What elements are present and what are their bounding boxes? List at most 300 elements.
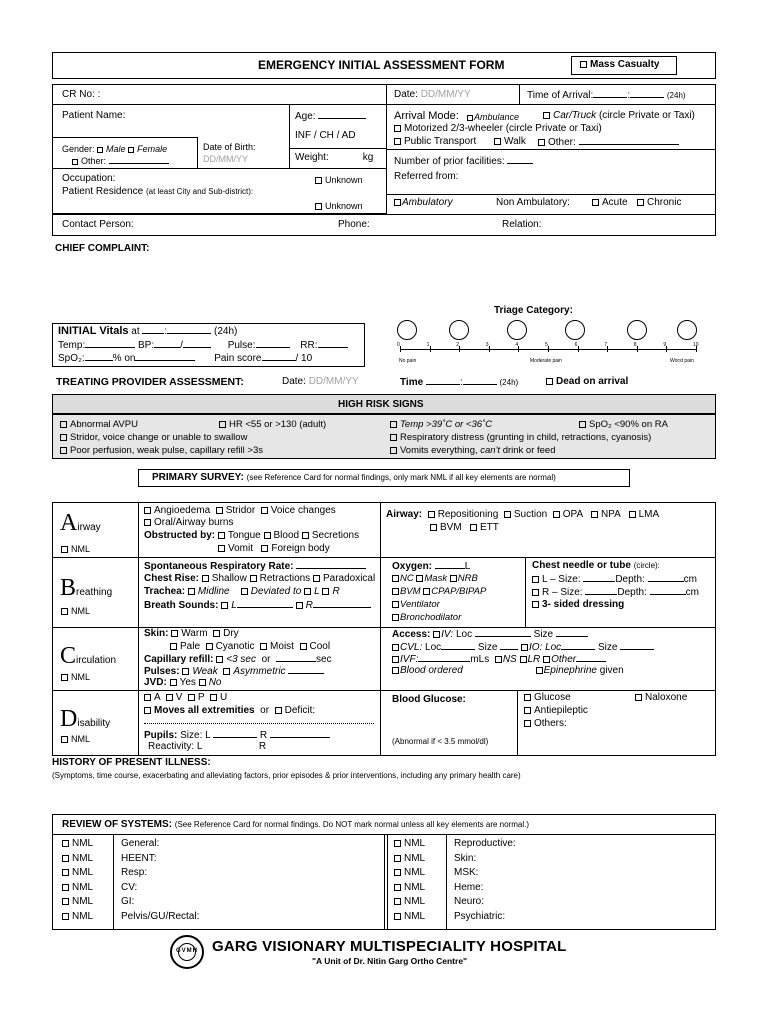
airway-row-1[interactable] xyxy=(144,505,336,517)
weight-field[interactable] xyxy=(295,152,373,164)
date-placeholder: DD/MM/YY xyxy=(420,89,471,100)
obstructed-label: Obstructed by: xyxy=(144,530,216,541)
male-label: Male xyxy=(106,144,126,154)
option-label: IV: xyxy=(441,629,454,640)
mass-casualty-label: Mass Casualty xyxy=(590,59,660,70)
checkbox-icon[interactable] xyxy=(394,913,401,920)
option-label: L xyxy=(314,586,320,597)
option-label: L xyxy=(231,600,237,611)
r-label: R xyxy=(258,741,267,752)
residence-label xyxy=(62,186,253,198)
risk-label: SpO₂ <90% on RA xyxy=(589,419,668,430)
airway-rest: irway xyxy=(77,522,101,533)
unknown-label: Unknown xyxy=(325,175,363,185)
gender-other-field[interactable] xyxy=(72,155,169,167)
option-label: Vomit xyxy=(228,543,254,554)
contact-person-label: Contact Person: xyxy=(62,219,134,230)
nml-label: NML xyxy=(404,896,426,907)
moves-row[interactable] xyxy=(144,705,315,717)
female-label: Female xyxy=(137,144,168,154)
pain-scale[interactable] xyxy=(395,318,707,370)
provider-date-field[interactable] xyxy=(282,376,359,388)
face-icon[interactable] xyxy=(507,320,527,340)
option-label: Other xyxy=(551,654,577,665)
checkbox-icon[interactable] xyxy=(394,840,401,847)
pain-scale-number: 8 xyxy=(633,342,637,348)
motorized-option[interactable] xyxy=(394,123,602,135)
treating-provider-label: TREATING PROVIDER ASSESSMENT: xyxy=(56,376,244,388)
option-label: Shallow xyxy=(211,573,247,584)
option-label: Weak xyxy=(192,666,218,677)
ros-nml-option[interactable] xyxy=(62,911,93,923)
option-label: Angioedema xyxy=(154,505,211,516)
other-mode-option[interactable] xyxy=(538,136,679,149)
worst-pain-label: Worst pain xyxy=(670,358,694,364)
option-label: CPAP/BIPAP xyxy=(431,586,487,597)
gender-label: Gender: xyxy=(62,144,95,154)
ros-system-label: Heme: xyxy=(454,881,484,893)
dead-on-arrival-label: Dead on arrival xyxy=(556,376,629,387)
airway-row-4[interactable] xyxy=(218,543,330,555)
size-label: Size xyxy=(533,629,554,640)
option-label: Bronchodilator xyxy=(400,612,462,623)
risk-perfusion[interactable] xyxy=(60,445,263,457)
pain-scale-tick xyxy=(548,346,549,352)
hospital-name: GARG VISIONARY MULTISPECIALITY HOSPITAL xyxy=(212,938,567,955)
pain-scale-number: 5 xyxy=(545,342,548,348)
oxygen-row-2[interactable] xyxy=(392,586,486,598)
pain-scale-number: 3 xyxy=(485,342,489,348)
other-mode-label: Other: xyxy=(548,137,576,148)
checkbox-icon[interactable] xyxy=(394,884,401,891)
unknown-residence-option[interactable] xyxy=(315,200,363,212)
checkbox-icon[interactable] xyxy=(62,884,69,891)
airway-row-2[interactable] xyxy=(144,517,233,529)
ambulance-option[interactable] xyxy=(467,111,519,123)
option-label: <3 sec xyxy=(226,654,256,665)
chest-needle-right[interactable] xyxy=(532,586,699,599)
date-field[interactable] xyxy=(394,89,471,101)
reactivity-label: Reactivity: L xyxy=(148,741,203,752)
prior-facilities-label: Number of prior facilities: xyxy=(394,156,505,167)
size-label: R – Size: xyxy=(542,587,583,598)
ros-system-label: Reproductive: xyxy=(454,838,516,849)
occupation-label: Occupation: xyxy=(62,173,116,184)
trachea-label: Trachea: xyxy=(144,586,186,597)
trachea-row[interactable] xyxy=(144,586,340,598)
breathing-nml-option[interactable] xyxy=(61,605,90,617)
option-label: Pale xyxy=(180,641,201,652)
ros-system-label: Psychiatric: xyxy=(454,910,506,922)
ros-system-label: GI: xyxy=(121,896,135,907)
option-label: Foreign body xyxy=(271,543,330,554)
pain-score-label: Pain score xyxy=(214,353,262,364)
option-label: OPA xyxy=(562,509,583,520)
chest-needle-left[interactable] xyxy=(532,573,697,586)
h24-label: (24h) xyxy=(213,326,238,337)
patient-name-label: Patient Name: xyxy=(62,110,126,121)
pain-scale-number: 1 xyxy=(426,342,430,348)
non-ambulatory-label: Non Ambulatory: xyxy=(496,197,570,208)
option-label: Cyanotic xyxy=(215,641,255,652)
antiepileptic-option[interactable] xyxy=(524,705,588,717)
pain-scale-tick xyxy=(578,346,579,352)
kg-label: kg xyxy=(362,152,374,163)
avpu-row[interactable] xyxy=(144,692,227,704)
h24-label: (24h) xyxy=(666,91,686,100)
arrival-mode-label: Arrival Mode: xyxy=(394,110,459,122)
risk-hr[interactable] xyxy=(219,419,326,431)
ros-nml-option[interactable] xyxy=(394,896,425,908)
relation-label: Relation: xyxy=(502,219,542,230)
male-checkbox[interactable] xyxy=(97,147,103,153)
loc-label: Loc xyxy=(545,642,562,653)
other-label: Other: xyxy=(81,156,107,166)
pain-scale-number: 2 xyxy=(456,342,459,348)
pain-scale-number: 0 xyxy=(397,342,400,348)
acute-option[interactable] xyxy=(592,197,628,209)
mass-casualty-checkbox[interactable] xyxy=(580,59,659,71)
car-truck-label: Car/Truck xyxy=(553,110,597,121)
option-label: 3- sided dressing xyxy=(542,599,625,610)
nml-label: NML xyxy=(404,838,426,849)
nml-label: NML xyxy=(72,896,94,907)
option-label: LMA xyxy=(638,509,660,520)
ros-title-row xyxy=(62,819,529,831)
option-label: Stridor xyxy=(225,505,256,516)
history-note: (Symptoms, time course, exacerbating and alleviating factors, prior episodes & prior interventions, including any primary health care) xyxy=(52,771,521,780)
disability-nml-option[interactable] xyxy=(61,733,90,745)
oxygen-row-3[interactable] xyxy=(392,599,440,611)
option-label: Oral/Airway burns xyxy=(154,517,234,528)
circulation-letter: C xyxy=(60,643,77,669)
h24-label: (24h) xyxy=(499,378,519,387)
pain-scale-tick xyxy=(489,346,490,352)
checkbox-icon[interactable] xyxy=(580,61,587,68)
nml-label: NML xyxy=(72,910,94,922)
chest-rise-row[interactable] xyxy=(144,573,375,585)
depth-label: Depth: xyxy=(617,587,647,598)
pupils-label: Pupils: xyxy=(144,730,178,741)
gender-field[interactable] xyxy=(62,143,167,155)
pain-scale-tick xyxy=(637,346,638,352)
form-title: EMERGENCY INITIAL ASSESSMENT FORM xyxy=(258,58,505,72)
oxygen-row-1[interactable] xyxy=(392,573,478,585)
cm-label: cm xyxy=(685,587,699,598)
option-label: IVF: xyxy=(400,654,419,665)
history-title: HISTORY OF PRESENT ILLNESS: xyxy=(52,757,211,768)
nml-label: NML xyxy=(71,672,91,682)
risk-label: Stridor, voice change or unable to swallow xyxy=(70,432,248,443)
option-label: Moist xyxy=(270,641,294,652)
nml-label: NML xyxy=(71,544,91,554)
public-transport-option[interactable] xyxy=(394,136,476,148)
size-label: Size xyxy=(597,642,618,653)
checkbox-icon[interactable] xyxy=(62,855,69,862)
risk-label: Temp >39˚C or <36˚C xyxy=(400,419,493,430)
size-label: Size xyxy=(477,642,498,653)
risk-spo2[interactable] xyxy=(579,419,668,431)
airway-intervention-label: Airway: xyxy=(386,509,423,520)
ros-system-label: Pelvis/GU/Rectal: xyxy=(121,910,200,922)
airway-row-3[interactable] xyxy=(144,530,359,542)
option-label: LR xyxy=(527,654,541,665)
option-label: NS xyxy=(502,654,517,665)
option-label: Cool xyxy=(309,641,331,652)
given-label: given xyxy=(599,665,624,676)
liter-label: L xyxy=(464,561,471,572)
checkbox-icon[interactable] xyxy=(394,855,401,862)
acute-label: Acute xyxy=(602,197,628,208)
airway-interventions-2[interactable] xyxy=(430,522,499,534)
jvd-row[interactable] xyxy=(144,677,221,689)
checkbox-icon[interactable] xyxy=(394,869,401,876)
option-label: Asymmetric xyxy=(233,666,286,677)
phone-label: Phone: xyxy=(338,219,370,230)
airway-nml-option[interactable] xyxy=(61,543,90,555)
option-label: NC xyxy=(400,573,414,584)
ros-system-label: General: xyxy=(121,838,160,849)
airway-label xyxy=(60,510,101,536)
ros-system-label: HEENT: xyxy=(121,852,157,864)
r-label: R xyxy=(259,730,268,741)
logo-letters: GVMH xyxy=(176,948,198,954)
car-truck-option[interactable] xyxy=(543,110,695,122)
other-checkbox[interactable] xyxy=(72,159,78,165)
option-label: Mask xyxy=(424,573,448,584)
cap-refill-label: Capillary refill: xyxy=(144,654,214,665)
spo2-label: SpO₂: xyxy=(58,353,85,364)
bp-label: BP: xyxy=(138,340,155,351)
option-label: R xyxy=(332,586,340,597)
risk-resp-distress[interactable] xyxy=(390,432,651,444)
loc-label: Loc xyxy=(425,642,442,653)
oxygen-row-4[interactable] xyxy=(392,612,461,624)
option-label: Blood ordered xyxy=(400,665,463,676)
cr-no-label: CR No: : xyxy=(62,89,101,100)
car-truck-note: (circle Private or Taxi) xyxy=(598,110,695,121)
option-label: Secretions xyxy=(311,530,360,541)
age-field[interactable] xyxy=(295,110,366,123)
option-label: P xyxy=(197,692,205,703)
circulation-nml-option[interactable] xyxy=(61,671,90,683)
option-label: NPA xyxy=(600,509,621,520)
ros-title: REVIEW OF SYSTEMS: xyxy=(62,819,173,830)
option-label: Glucose xyxy=(534,692,571,703)
ros-nml-option[interactable] xyxy=(62,867,93,879)
others-option[interactable] xyxy=(524,718,567,730)
nml-label: NML xyxy=(72,838,94,849)
pain-scale-number: 10 xyxy=(693,342,699,348)
option-label: Antiepileptic xyxy=(534,705,588,716)
checkbox-icon[interactable] xyxy=(394,898,401,905)
option-label: NRB xyxy=(457,573,478,584)
ros-nml-option[interactable] xyxy=(62,896,93,908)
nml-label: NML xyxy=(72,881,94,893)
unknown-occupation-option[interactable] xyxy=(315,174,363,186)
naloxone-option[interactable] xyxy=(635,692,687,704)
option-label: Yes xyxy=(179,677,196,688)
option-label: Tongue xyxy=(227,530,261,541)
risk-vomits[interactable] xyxy=(390,445,556,457)
cm-label: cm xyxy=(683,574,697,585)
ros-system-label: MSK: xyxy=(454,867,479,878)
ros-system-label: Neuro: xyxy=(454,896,485,907)
risk-label: HR <55 or >130 (adult) xyxy=(229,419,327,430)
pain-scale-tick xyxy=(430,346,431,352)
ambulatory-label: Ambulatory xyxy=(402,197,453,208)
at-label: at xyxy=(131,326,140,337)
skin-label: Skin: xyxy=(144,628,169,639)
skin-row-1[interactable] xyxy=(144,628,239,640)
option-label: Blood xyxy=(273,530,300,541)
residence-note: (at least City and Sub-district): xyxy=(145,187,254,196)
vitals-row-2[interactable] xyxy=(58,352,312,365)
skin-row-2[interactable] xyxy=(170,641,330,653)
pain-scale-number: 7 xyxy=(604,342,607,348)
risk-label: Poor perfusion, weak pulse, capillary refill >3s xyxy=(70,445,263,456)
prior-facilities-field[interactable] xyxy=(394,155,533,168)
checkbox-icon[interactable] xyxy=(62,913,69,920)
option-label: Warm xyxy=(181,628,208,639)
primary-survey-note: (see Reference Card for normal findings, only mark NML if all key elements are normal) xyxy=(246,473,556,482)
option-label: No xyxy=(208,677,222,688)
risk-avpu[interactable] xyxy=(60,419,138,431)
oxygen-field[interactable] xyxy=(392,560,470,573)
walk-label: Walk xyxy=(504,136,526,147)
vitals-title-row[interactable]: INITIAL Vitals at : (24h) xyxy=(58,325,238,337)
age-label: Age: xyxy=(295,111,316,122)
loc-label: Loc xyxy=(455,629,473,640)
option-label: Retractions xyxy=(259,573,311,584)
airway-letter: A xyxy=(60,510,78,536)
option-label: Epinephrine xyxy=(543,665,597,676)
ros-system-label: Skin: xyxy=(454,852,477,864)
ros-system-label: CV: xyxy=(121,881,138,893)
jvd-label: JVD: xyxy=(144,677,167,688)
dead-on-arrival-option[interactable] xyxy=(546,376,628,388)
option-label: ETT xyxy=(480,522,499,533)
pain-scale-tick xyxy=(518,346,519,352)
spont-rr-field[interactable] xyxy=(144,560,366,573)
or-label: or xyxy=(260,705,270,716)
chronic-option[interactable] xyxy=(637,197,681,209)
hospital-tagline: "A Unit of Dr. Nitin Garg Ortho Centre" xyxy=(312,956,468,966)
motorized-label: Motorized 2/3-wheeler xyxy=(404,123,503,134)
ros-nml-option[interactable] xyxy=(62,853,93,865)
nml-label: NML xyxy=(404,910,426,922)
ros-nml-option[interactable] xyxy=(394,882,425,894)
access-label: Access: xyxy=(392,629,431,640)
ros-nml-option[interactable] xyxy=(394,911,425,923)
no-pain-label: No pain xyxy=(399,358,417,364)
airway-interventions-1[interactable] xyxy=(386,509,659,521)
face-icon[interactable] xyxy=(565,320,585,340)
three-sided-dressing[interactable] xyxy=(532,599,624,611)
circle-note: (circle): xyxy=(633,561,660,570)
ros-nml-option[interactable] xyxy=(394,838,425,850)
face-icon[interactable] xyxy=(449,320,469,340)
chest-rise-label: Chest Rise: xyxy=(144,573,200,584)
ros-nml-option[interactable] xyxy=(62,838,93,850)
pct-on-label: % on xyxy=(112,353,136,364)
option-label: Suction xyxy=(513,509,548,520)
oxygen-label: Oxygen: xyxy=(392,561,433,572)
ambulatory-option[interactable] xyxy=(394,197,453,209)
checkbox-icon[interactable] xyxy=(62,869,69,876)
dob-label: Date of Birth: xyxy=(203,142,256,152)
temp-label: Temp: xyxy=(58,340,86,351)
risk-label: Vomits everything, xyxy=(400,445,478,456)
dob-placeholder[interactable]: DD/MM/YY xyxy=(203,154,248,164)
depth-label: Depth: xyxy=(615,574,645,585)
vitals-title: INITIAL Vitals xyxy=(58,325,129,337)
glucose-option[interactable] xyxy=(524,692,571,704)
checkbox-icon[interactable] xyxy=(62,840,69,847)
circulation-rest: irculation xyxy=(76,655,117,666)
ros-nml-option[interactable] xyxy=(394,867,425,879)
spont-rr-label: Spontaneous Respiratory Rate: xyxy=(144,561,294,572)
option-label: Paradoxical xyxy=(322,573,376,584)
option-label: Others: xyxy=(534,718,567,729)
pain-scale-tick xyxy=(666,346,667,352)
glucose-note: (Abnormal if < 3.5 mmol/dl) xyxy=(392,737,489,746)
provider-time-field[interactable]: Time : (24h) xyxy=(400,377,519,388)
deficit-label: Deficit: xyxy=(284,705,316,716)
option-label: Dry xyxy=(223,628,239,639)
face-icon[interactable] xyxy=(627,320,647,340)
option-label: CVL: xyxy=(400,642,423,653)
time-of-arrival-field[interactable]: Time of Arrival: : (24h) xyxy=(527,90,686,101)
chest-needle-label: Chest needle or tube xyxy=(532,560,631,571)
referred-from-label: Referred from: xyxy=(394,171,459,182)
nml-label: NML xyxy=(71,734,91,744)
weight-label: Weight: xyxy=(295,152,329,163)
chief-complaint-label: CHIEF COMPLAINT: xyxy=(55,243,150,254)
pain-scale-tick xyxy=(607,346,608,352)
or-label: or xyxy=(261,654,271,665)
breathing-label xyxy=(60,575,112,601)
age-category[interactable]: INF / CH / AD xyxy=(295,130,356,141)
moves-label: Moves all extremities xyxy=(154,705,255,716)
face-icon[interactable] xyxy=(397,320,417,340)
option-label: A xyxy=(154,692,161,703)
option-label: Midline xyxy=(197,586,230,597)
sec-label: sec xyxy=(316,654,332,665)
mls-label: mLs xyxy=(470,654,490,665)
size-l-label: Size: L xyxy=(180,730,211,741)
walk-option[interactable] xyxy=(494,136,526,148)
nml-label: NML xyxy=(72,852,94,864)
access-blood-row[interactable] xyxy=(392,665,624,677)
face-icon[interactable] xyxy=(677,320,697,340)
risk-stridor[interactable] xyxy=(60,432,247,444)
ros-nml-option[interactable] xyxy=(394,853,425,865)
option-label: IO: xyxy=(528,642,543,653)
ros-nml-option[interactable] xyxy=(62,882,93,894)
risk-temp[interactable] xyxy=(390,419,492,431)
pain-scale-number: 4 xyxy=(515,342,519,348)
pupils-reactivity-row[interactable] xyxy=(148,741,266,753)
nml-label: NML xyxy=(72,867,94,878)
triage-category-label: Triage Category: xyxy=(494,305,573,316)
checkbox-icon[interactable] xyxy=(62,898,69,905)
access-iv-row[interactable] xyxy=(392,628,588,641)
residence-title: Patient Residence xyxy=(62,186,144,197)
vitals-row-1[interactable]: Temp: BP: / Pulse: RR: xyxy=(58,339,348,352)
female-checkbox[interactable] xyxy=(128,147,134,153)
breath-sounds-row[interactable] xyxy=(144,599,371,612)
